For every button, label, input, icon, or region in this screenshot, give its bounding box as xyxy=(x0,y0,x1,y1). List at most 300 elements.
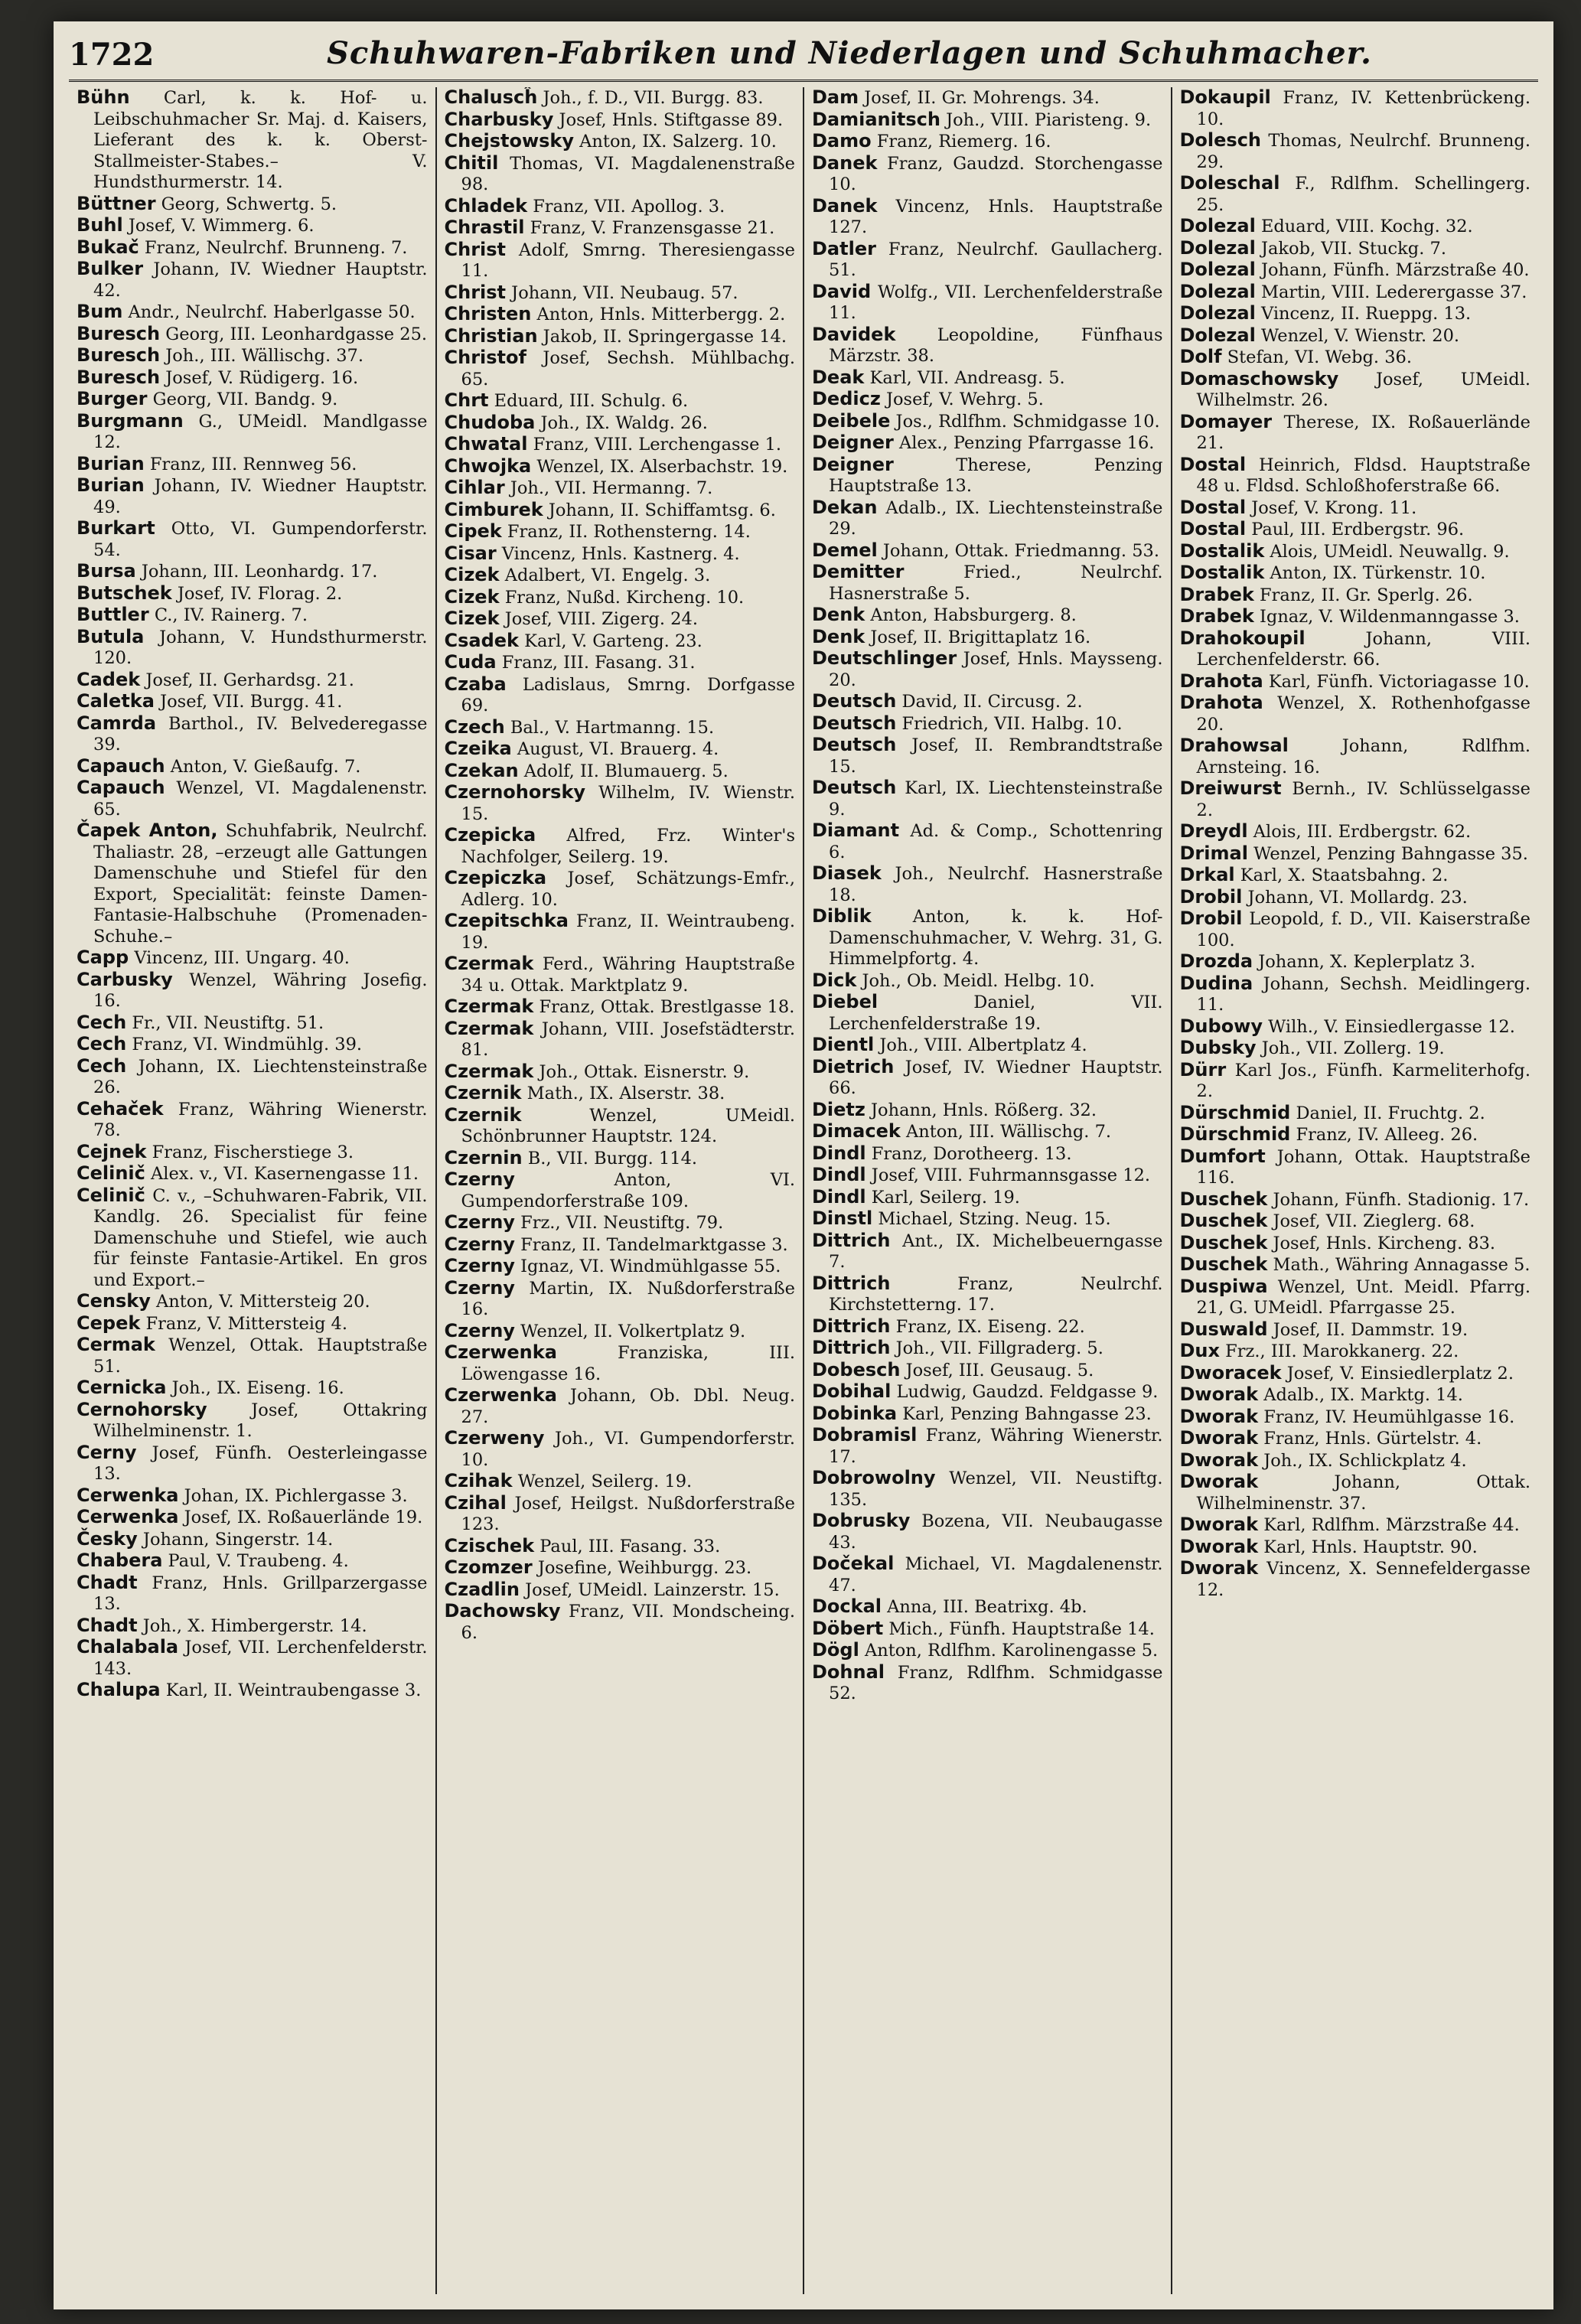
entry-surname: Celinič xyxy=(77,1184,145,1206)
directory-entry xyxy=(812,1057,1163,1100)
entry-surname: Duschek xyxy=(1179,1253,1268,1275)
entry-details: Josef, V. Rüdigerg. 16. xyxy=(160,367,359,388)
directory-entry xyxy=(1180,1146,1531,1189)
entry-surname: Bühn xyxy=(77,87,130,108)
directory-entry xyxy=(77,454,428,476)
entry-details: Joh., III. Wällischg. 37. xyxy=(160,346,364,366)
entry-surname: Cizek xyxy=(444,564,500,585)
directory-entry xyxy=(77,713,428,756)
entry-surname: Czeika xyxy=(444,738,512,759)
entry-surname: Dolezal xyxy=(1179,280,1256,302)
entry-surname: Chrt xyxy=(444,390,489,411)
entry-surname: Davidek xyxy=(812,323,896,345)
entry-surname: Drkal xyxy=(1179,864,1235,885)
entry-surname: Czekan xyxy=(444,759,519,781)
entry-details: Karl, Fünfh. Victoriagasse 10. xyxy=(1263,671,1530,692)
directory-entry xyxy=(445,326,796,348)
directory-entry xyxy=(77,411,428,454)
entry-surname: Dientl xyxy=(812,1034,875,1055)
entry-surname: Chladek xyxy=(444,194,528,217)
directory-entry xyxy=(1180,1363,1531,1385)
entry-details: Johann, VIII. Josefstädterstr. 81. xyxy=(461,1019,795,1060)
entry-surname: Dedicz xyxy=(812,388,881,409)
entry-details: Josef, VIII. Fuhrmannsgasse 12. xyxy=(865,1165,1151,1185)
entry-details: Eduard, VIII. Kochg. 32. xyxy=(1255,217,1473,236)
entry-surname: Danek xyxy=(812,152,878,174)
entry-surname: Czernik xyxy=(444,1082,522,1103)
entry-details: Adolf, Smrng. Theresiengasse 11. xyxy=(461,240,795,281)
directory-entry xyxy=(77,583,428,605)
entry-surname: Drahota xyxy=(1179,692,1263,713)
entry-details: G., UMeidl. Mandlgasse 12. xyxy=(93,411,428,452)
entry-details: Anton, k. k. Hof-Damenschuhmacher, V. Wehrg. 31, G. Himmelpfortg. 4. xyxy=(829,907,1163,969)
entry-details: Leopoldine, Fünfhaus Märzstr. 38. xyxy=(829,324,1163,366)
entry-details: Franz, Hnls. Gürtelstr. 4. xyxy=(1258,1429,1482,1449)
entry-surname: Deutsch xyxy=(812,712,897,734)
entry-surname: Czerwenka xyxy=(444,1341,557,1363)
entry-surname: Czermak xyxy=(444,1017,534,1039)
entry-details: Anton, IX. Salzerg. 10. xyxy=(574,132,777,152)
entry-surname: Buresch xyxy=(77,344,161,366)
directory-entry xyxy=(1180,238,1531,260)
entry-details: Franz, II. Rothensterng. 14. xyxy=(501,522,751,542)
directory-entry xyxy=(445,953,796,996)
entry-details: Josef, Ottakring Wilhelminenstr. 1. xyxy=(93,1400,428,1441)
entry-surname: David xyxy=(812,280,872,302)
entry-details: Alex. v., VI. Kasernengasse 11. xyxy=(145,1164,419,1184)
entry-details: Karl, V. Garteng. 23. xyxy=(519,631,702,651)
directory-entry xyxy=(812,1230,1163,1273)
entry-surname: Bum xyxy=(77,301,123,322)
page-title: Schuhwaren-Fabriken und Niederlagen und Schuhmacher. xyxy=(327,35,1372,71)
entry-surname: Deutsch xyxy=(812,734,897,755)
entry-surname: Czermak xyxy=(444,953,534,974)
entry-details: Georg, VII. Bandg. 9. xyxy=(147,390,338,409)
entry-details: Joh., VIII. Albertplatz 4. xyxy=(874,1035,1087,1055)
directory-entry xyxy=(812,1187,1163,1209)
directory-entry xyxy=(812,1208,1163,1230)
entry-details: Josef, VII. Lerchenfelderstr. 143. xyxy=(93,1638,428,1679)
directory-entry xyxy=(812,1662,1163,1705)
directory-entry xyxy=(1180,843,1531,865)
entry-details: Josef, II. Rembrandtstraße 15. xyxy=(829,735,1163,777)
entry-surname: Chadt xyxy=(77,1571,138,1593)
entry-details: Josef, V. Einsiedlerplatz 2. xyxy=(1281,1363,1514,1384)
entry-details: Therese, Penzing Hauptstraße 13. xyxy=(829,455,1163,496)
entry-details: Anton, III. Wällischg. 7. xyxy=(900,1122,1112,1142)
entry-surname: Dostalik xyxy=(1179,539,1265,562)
entry-surname: Capauch xyxy=(77,755,165,777)
entry-details: Franz, Fischerstiege 3. xyxy=(146,1142,354,1162)
directory-column-4 xyxy=(1172,87,1539,2294)
entry-details: Jakob, II. Springergasse 14. xyxy=(537,326,787,347)
directory-entry xyxy=(445,131,796,153)
entry-details: Wenzel, VII. Neustiftg. 135. xyxy=(829,1468,1163,1510)
directory-entry xyxy=(445,1428,796,1471)
entry-surname: Censky xyxy=(77,1290,151,1312)
directory-entry xyxy=(812,1100,1163,1122)
entry-details: Bernh., IV. Schlüsselgasse 2. xyxy=(1196,779,1530,820)
directory-entry xyxy=(77,820,428,947)
entry-surname: Drabek xyxy=(1179,605,1254,627)
directory-entry xyxy=(445,240,796,282)
entry-surname: Dögl xyxy=(812,1639,859,1661)
entry-surname: Deak xyxy=(812,366,865,388)
directory-entry xyxy=(77,947,428,970)
entry-surname: Celinič xyxy=(77,1162,145,1184)
directory-entry xyxy=(445,1385,796,1428)
entry-details: Karl, II. Weintraubengasse 3. xyxy=(160,1680,422,1700)
entry-details: Joh., IX. Eiseng. 16. xyxy=(166,1378,344,1398)
entry-surname: Christen xyxy=(444,303,532,324)
entry-details: Andr., Neulrchf. Haberlgasse 50. xyxy=(122,302,416,322)
directory-entry xyxy=(77,237,428,259)
entry-surname: Czerny xyxy=(444,1233,515,1255)
entry-surname: Drimal xyxy=(1179,842,1248,864)
entry-details: Joh., Ottak. Eisnerstr. 9. xyxy=(533,1061,750,1082)
entry-details: Josef, UMeidl. Lainzerstr. 15. xyxy=(520,1579,780,1600)
entry-surname: Czernik xyxy=(444,1103,522,1126)
directory-entry xyxy=(812,906,1163,970)
entry-surname: Camrda xyxy=(77,712,157,734)
entry-details: Leopold, f. D., VII. Kaiserstraße 100. xyxy=(1196,909,1530,950)
directory-entry xyxy=(77,1442,428,1485)
entry-surname: Cech xyxy=(77,1033,127,1054)
directory-entry xyxy=(812,820,1163,863)
entry-surname: Doleschal xyxy=(1179,172,1280,194)
entry-details: Josef, Fünfh. Oesterleingasse 13. xyxy=(93,1442,428,1484)
directory-entry xyxy=(812,605,1163,627)
entry-details: Franz, VII. Apollog. 3. xyxy=(527,196,725,217)
entry-surname: Dobihal xyxy=(812,1380,892,1402)
entry-details: David, II. Circusg. 2. xyxy=(896,692,1083,712)
entry-surname: Dudina xyxy=(1179,972,1253,994)
entry-details: Johann, Fünfh. Märzstraße 40. xyxy=(1255,260,1530,280)
entry-surname: Czech xyxy=(444,715,505,738)
entry-details: Math., IX. Alserstr. 38. xyxy=(521,1084,725,1103)
entry-surname: Dolezal xyxy=(1179,302,1256,324)
entry-surname: Cehaček xyxy=(77,1097,164,1120)
entry-details: Josef, II. Brigittaplatz 16. xyxy=(865,627,1091,647)
entry-details: Wenzel, V. Wienstr. 20. xyxy=(1255,325,1460,346)
entry-surname: Dohnal xyxy=(812,1661,885,1683)
directory-entry xyxy=(812,562,1163,605)
directory-entry xyxy=(1180,1319,1531,1341)
entry-details: Johann, Ob. Dbl. Neug. 27. xyxy=(461,1386,795,1427)
entry-details: Schuhfabrik, Neulrchf. Thaliastr. 28, –erzeugt alle Gattungen Damenschuhe und Stiefel für den Export, Specialität: feinste Damen-Fantasie-Halbschuhe (Promenaden-Schuhe.– xyxy=(93,821,428,947)
entry-details: Anton, Hnls. Mitterbergg. 2. xyxy=(531,305,786,324)
entry-details: Josef, VII. Burgg. 41. xyxy=(154,692,343,712)
entry-surname: Duswald xyxy=(1179,1318,1268,1340)
entry-surname: Dobramisl xyxy=(812,1424,918,1446)
directory-entry xyxy=(445,1083,796,1105)
directory-entry xyxy=(1180,562,1531,585)
entry-surname: Butula xyxy=(77,625,145,647)
entry-surname: Domayer xyxy=(1179,410,1273,432)
directory-entry xyxy=(1180,412,1531,455)
directory-entry xyxy=(812,648,1163,691)
entry-details: Heinrich, Fldsd. Hauptstraße 48 u. Fldsd. Schloßhoferstraße 66. xyxy=(1196,455,1530,496)
entry-details: Barthol., IV. Belvederegasse 39. xyxy=(93,713,428,755)
directory-entry xyxy=(445,543,796,566)
entry-details: Josef, Sechsh. Mühlbachg. 65. xyxy=(461,348,795,390)
entry-surname: Dürschmid xyxy=(1179,1101,1291,1123)
entry-surname: Dittrich xyxy=(812,1272,891,1294)
entry-details: Paul, V. Traubeng. 4. xyxy=(162,1551,349,1571)
directory-entry xyxy=(1180,1038,1531,1060)
entry-details: Karl, Hnls. Hauptstr. 90. xyxy=(1258,1537,1478,1557)
entry-details: Anton, Rdlfhm. Karolinengasse 5. xyxy=(859,1641,1159,1661)
entry-surname: Cech xyxy=(77,1054,127,1077)
directory-entry xyxy=(1180,1514,1531,1537)
directory-entry xyxy=(1180,259,1531,282)
entry-surname: Cuda xyxy=(444,651,497,673)
directory-entry xyxy=(1180,1254,1531,1276)
directory-entry xyxy=(1180,1537,1531,1559)
directory-entry xyxy=(1180,347,1531,369)
directory-entry xyxy=(445,674,796,717)
entry-details: Johan, IX. Pichlergasse 3. xyxy=(178,1485,408,1506)
entry-details: Karl, Rdlfhm. Märzstraße 44. xyxy=(1258,1515,1520,1535)
entry-details: Johann, Ottak. Hauptstraße 116. xyxy=(1196,1146,1530,1188)
entry-details: Joh., IX. Schlickplatz 4. xyxy=(1258,1450,1467,1471)
entry-details: Josef, VII. Zieglerg. 68. xyxy=(1267,1211,1475,1231)
entry-details: Wilh., V. Einsiedlergasse 12. xyxy=(1263,1016,1515,1037)
entry-surname: Bukač xyxy=(77,236,139,258)
entry-surname: Burian xyxy=(77,474,145,496)
directory-entry xyxy=(1180,1406,1531,1429)
directory-entry xyxy=(1180,1060,1531,1103)
entry-surname: Dinstl xyxy=(812,1208,873,1229)
directory-entry xyxy=(1180,282,1531,304)
entry-details: Josef, II. Gr. Mohrengs. 34. xyxy=(859,88,1100,108)
directory-entry xyxy=(1180,887,1531,909)
directory-entry xyxy=(445,478,796,500)
entry-surname: Čapek Anton, xyxy=(77,820,218,841)
entry-details: Josef, Schätzungs-Emfr., Adlerg. 10. xyxy=(461,869,795,910)
entry-surname: Česky xyxy=(77,1527,138,1550)
directory-entry xyxy=(812,87,1163,109)
directory-entry xyxy=(445,282,796,305)
entry-surname: Chwojka xyxy=(444,455,532,477)
entry-surname: Diblik xyxy=(812,905,872,927)
entry-surname: Christof xyxy=(444,347,526,368)
directory-entry xyxy=(445,1256,796,1278)
directory-entry xyxy=(812,367,1163,390)
directory-entry xyxy=(77,389,428,411)
entry-details: Wenzel, Unt. Meidl. Pfarrg. 21, G. UMeidl. Pfarrgasse 25. xyxy=(1196,1276,1530,1318)
directory-entry xyxy=(812,1121,1163,1143)
entry-details: Anton, Habsburgerg. 8. xyxy=(865,605,1077,625)
directory-entry xyxy=(77,1163,428,1185)
directory-entry xyxy=(812,1640,1163,1662)
directory-entry xyxy=(445,1105,796,1148)
entry-details: Franz, III. Rennweg 56. xyxy=(144,454,357,474)
directory-entry xyxy=(1180,908,1531,951)
directory-entry xyxy=(445,1019,796,1061)
entry-details: Wenzel, Seilerg. 19. xyxy=(512,1472,693,1491)
entry-details: Ignaz, VI. Windmühlgasse 55. xyxy=(514,1257,781,1276)
directory-entry xyxy=(77,1637,428,1680)
entry-details: Vincenz, Hnls. Kastnerg. 4. xyxy=(496,543,740,564)
entry-details: Joh., f. D., VII. Burgg. 83. xyxy=(537,88,764,108)
entry-surname: Cisar xyxy=(444,542,497,564)
entry-details: Franz, IV. Alleeg. 26. xyxy=(1290,1125,1478,1145)
directory-entry xyxy=(812,324,1163,367)
directory-entry xyxy=(1180,671,1531,693)
header-rule xyxy=(69,80,1538,82)
directory-entry xyxy=(77,1185,428,1292)
entry-surname: Czerny xyxy=(444,1169,515,1190)
entry-surname: Chrastil xyxy=(444,217,525,238)
entry-details: Franz, V. Franzensgasse 21. xyxy=(524,218,775,238)
entry-surname: Duschek xyxy=(1179,1210,1268,1231)
entry-details: Franz, IV. Kettenbrückeng. 10. xyxy=(1196,88,1530,129)
directory-entry xyxy=(812,389,1163,411)
entry-surname: Chabera xyxy=(77,1550,163,1571)
directory-entry xyxy=(445,217,796,240)
entry-details: Joh., VII. Zollerg. 19. xyxy=(1256,1038,1445,1058)
entry-surname: Cerny xyxy=(77,1441,137,1463)
entry-surname: Duschek xyxy=(1179,1188,1268,1210)
entry-details: Anton, V. Mittersteig 20. xyxy=(150,1292,370,1312)
entry-details: Alex., Penzing Pfarrgasse 16. xyxy=(893,433,1155,453)
directory-entry xyxy=(445,1278,796,1321)
entry-surname: Dolezal xyxy=(1179,236,1256,259)
directory-entry xyxy=(1180,1103,1531,1125)
entry-surname: Dworak xyxy=(1179,1471,1259,1492)
entry-details: Joh., Ob. Meidl. Helbg. 10. xyxy=(856,970,1095,991)
entry-surname: Drahokoupil xyxy=(1179,627,1306,649)
entry-surname: Dobrowolny xyxy=(812,1467,936,1488)
entry-details: Johann, VII. Neubaug. 57. xyxy=(506,282,738,303)
directory-entry xyxy=(445,1493,796,1536)
directory-entry xyxy=(812,1596,1163,1618)
directory-entry xyxy=(77,1056,428,1099)
entry-details: Joh., VII. Hermanng. 7. xyxy=(504,478,713,498)
directory-entry xyxy=(77,1529,428,1551)
directory-entry xyxy=(812,970,1163,993)
entry-surname: Bursa xyxy=(77,560,136,582)
directory-entry xyxy=(1180,1189,1531,1211)
entry-surname: Bulker xyxy=(77,258,144,279)
directory-entry xyxy=(77,1034,428,1056)
entry-details: Eduard, III. Schulg. 6. xyxy=(488,391,689,411)
directory-entry xyxy=(812,713,1163,735)
entry-surname: Czepitschka xyxy=(444,910,569,931)
entry-details: Friedrich, VII. Halbg. 10. xyxy=(896,713,1123,734)
directory-entry xyxy=(812,735,1163,777)
entry-surname: Christ xyxy=(444,238,507,260)
entry-surname: Burian xyxy=(77,452,145,474)
directory-entry xyxy=(812,1273,1163,1316)
entry-surname: Dočekal xyxy=(812,1553,895,1574)
entry-surname: Cizek xyxy=(444,585,500,608)
entry-details: Adalb., IX. Liechtensteinstraße 29. xyxy=(829,497,1163,539)
directory-entry xyxy=(77,259,428,302)
entry-details: Josef, III. Geusaug. 5. xyxy=(900,1360,1094,1380)
entry-surname: Czerweny xyxy=(444,1427,545,1449)
directory-entry xyxy=(1180,1450,1531,1472)
directory-entry xyxy=(1180,87,1531,130)
entry-surname: Danek xyxy=(812,194,878,217)
entry-surname: Dworacek xyxy=(1179,1361,1282,1384)
entry-surname: Czihak xyxy=(444,1470,513,1491)
directory-entry xyxy=(445,587,796,609)
entry-surname: Dworak xyxy=(1179,1384,1259,1405)
entry-details: Johann, Sechsh. Meidlingerg. 11. xyxy=(1196,973,1530,1015)
entry-details: Josef, IV. Florag. 2. xyxy=(171,583,343,604)
entry-details: Franziska, III. Löwengasse 16. xyxy=(461,1343,795,1384)
entry-details: Franz, VII. Mondscheing. 6. xyxy=(461,1602,795,1643)
directory-entry xyxy=(812,1316,1163,1338)
directory-entry xyxy=(77,324,428,346)
entry-details: Franz, Nußd. Kircheng. 10. xyxy=(499,587,745,608)
entry-surname: Diamant xyxy=(812,820,900,841)
directory-entry xyxy=(1180,216,1531,238)
directory-entry xyxy=(445,412,796,435)
entry-surname: Czermak xyxy=(444,996,534,1017)
entry-details: Adalbert, VI. Engelg. 3. xyxy=(499,566,711,585)
directory-entry xyxy=(77,475,428,518)
entry-details: Karl, Penzing Bahngasse 23. xyxy=(897,1403,1152,1424)
directory-entry xyxy=(812,1381,1163,1403)
directory-entry xyxy=(1180,1428,1531,1450)
entry-surname: Capauch xyxy=(77,777,165,798)
directory-entry xyxy=(445,608,796,631)
entry-details: Franz, Währing Wienerstr. 17. xyxy=(829,1426,1163,1467)
entry-details: Karl, Seilerg. 19. xyxy=(865,1187,1020,1208)
entry-surname: Denk xyxy=(812,604,865,625)
entry-details: Johann, IX. Liechtensteinstraße 26. xyxy=(93,1056,428,1097)
page-header xyxy=(69,28,1538,81)
directory-entry xyxy=(1180,1341,1531,1363)
entry-details: Johann, IV. Wiedner Hauptstr. 49. xyxy=(93,476,428,517)
directory-entry xyxy=(1180,369,1531,412)
entry-surname: Cejnek xyxy=(77,1140,147,1162)
entry-details: Johann, X. Keplerplatz 3. xyxy=(1253,952,1476,972)
entry-details: Josefine, Weihburgg. 23. xyxy=(532,1558,752,1578)
entry-surname: Dick xyxy=(812,969,857,991)
entry-surname: Deigner xyxy=(812,453,894,475)
entry-surname: Demel xyxy=(812,539,878,561)
entry-details: Wenzel, Währing Josefig. 16. xyxy=(93,970,428,1011)
directory-entry xyxy=(1180,130,1531,173)
directory-entry xyxy=(77,627,428,670)
directory-entry xyxy=(812,1468,1163,1511)
entry-surname: Deutsch xyxy=(812,690,897,712)
entry-details: Vincenz, Hnls. Hauptstraße 127. xyxy=(829,196,1163,237)
entry-surname: Cizek xyxy=(444,608,500,629)
directory-entry xyxy=(1180,628,1531,671)
entry-surname: Dürschmid xyxy=(1179,1123,1291,1145)
directory-entry xyxy=(77,345,428,367)
directory-entry xyxy=(445,631,796,653)
entry-details: Josef, VIII. Zigerg. 24. xyxy=(499,609,698,629)
directory-column-1 xyxy=(69,87,437,2294)
directory-entry xyxy=(445,761,796,783)
entry-surname: Csadek xyxy=(444,629,520,651)
entry-surname: Dworak xyxy=(1179,1514,1259,1535)
directory-entry xyxy=(445,717,796,739)
entry-details: Franz, II. Tandelmarktgasse 3. xyxy=(514,1234,788,1255)
directory-entry xyxy=(77,1507,428,1529)
entry-surname: Dietrich xyxy=(812,1055,895,1077)
directory-entry xyxy=(445,347,796,390)
directory-entry xyxy=(1180,497,1531,520)
entry-surname: Cernohorsky xyxy=(77,1398,207,1420)
entry-surname: Dworak xyxy=(1179,1557,1259,1579)
